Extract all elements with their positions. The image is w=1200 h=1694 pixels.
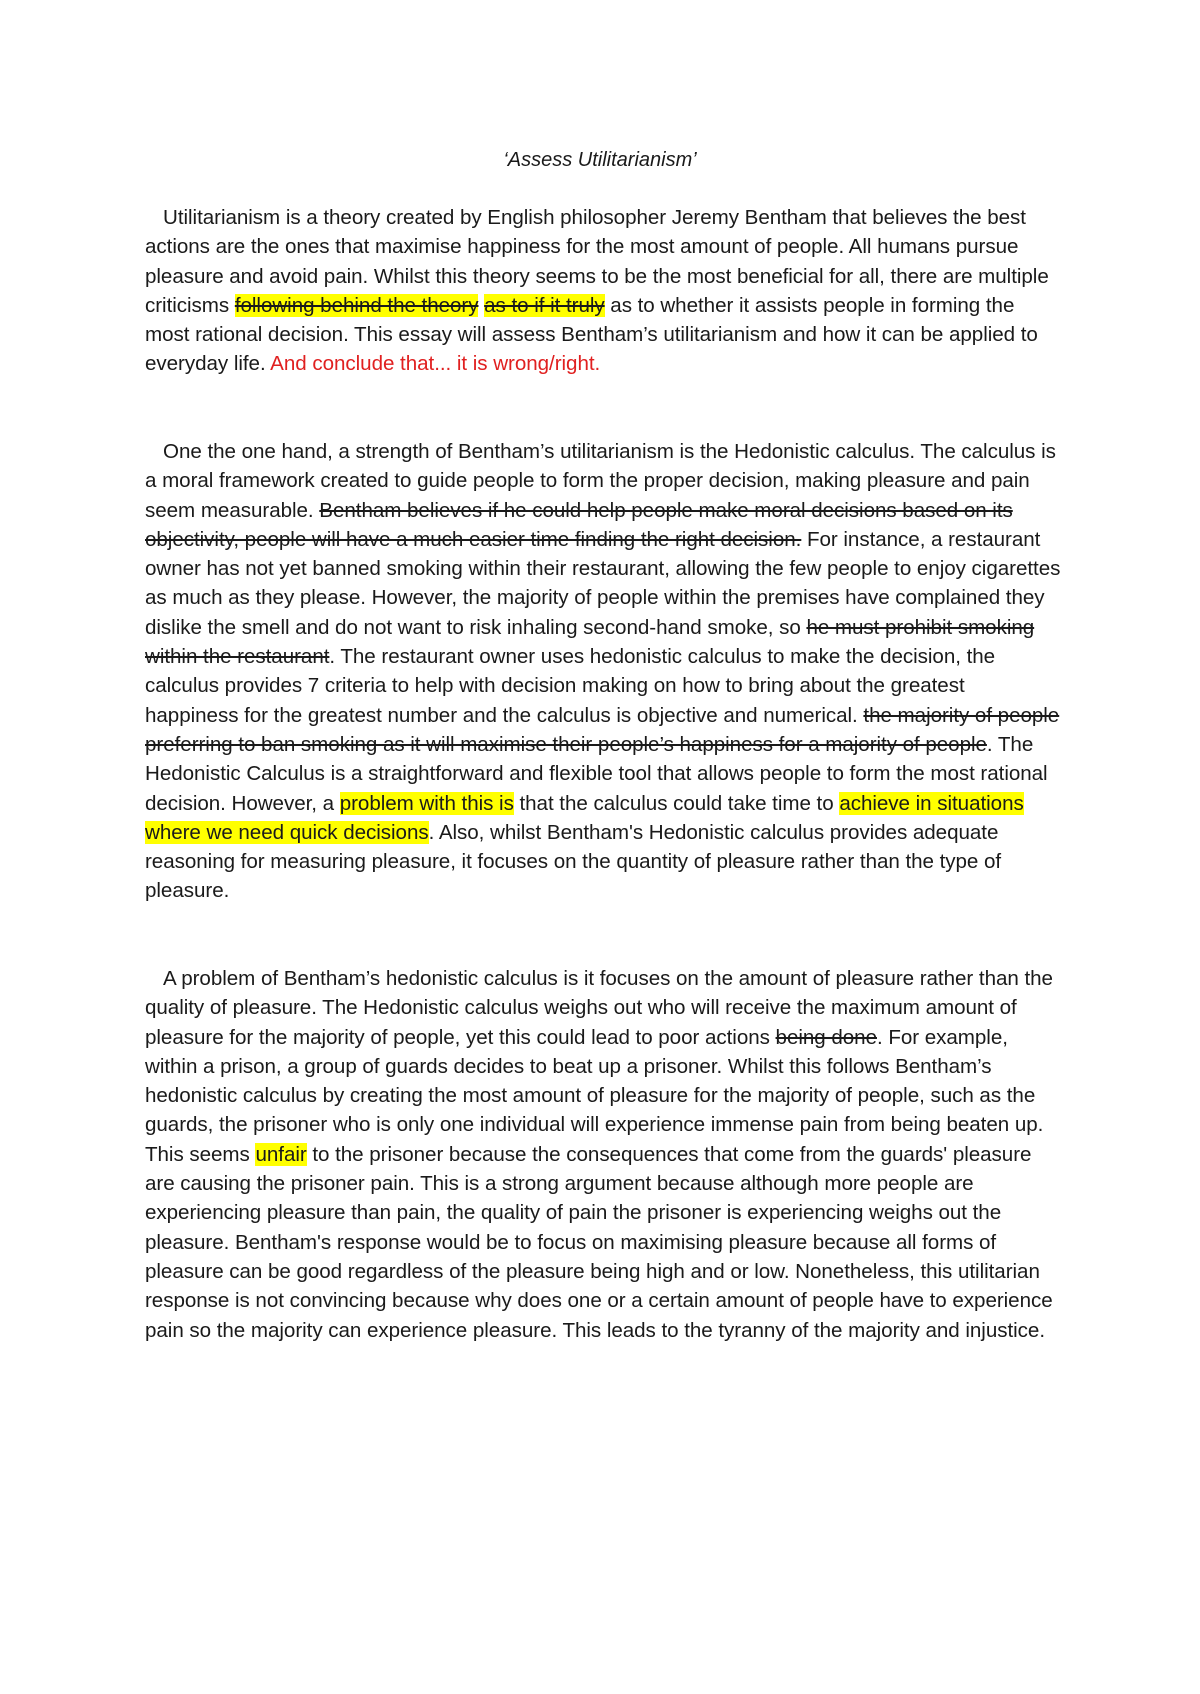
strikethrough-text: Bentham believes if he could help people make moral decisions based on its objectivity, people will have a much easier time finding the right decision.: [145, 498, 1013, 551]
text-run: . For example, within a prison, a group of guards decides to beat up a prisoner. Whilst this follows Bentham’s hedonistic calculus by creating the most amount of pleasure for the majority of people, such as the guards, the prisoner who is only one individual will experience immense pain from being beaten up. This seems: [145, 1025, 1044, 1166]
paragraph-strength: [145, 437, 1062, 906]
paragraph-introduction: [145, 203, 1062, 379]
text-run: . The restaurant owner uses hedonistic calculus to make the decision, the calculus provides 7 criteria to help with decision making on how to bring about the greatest happiness for the greatest number and the calculus is objective and numerical.: [145, 645, 996, 727]
text-run: For instance, a restaurant owner has not yet banned smoking within their restaurant, allowing the few people to enjoy cigarettes as much as they please. However, the majority of people within the premises have complained they dislike the smell and do not want to risk inhaling second-hand smoke, so: [145, 527, 1061, 639]
page-title: ‘Assess Utilitarianism’: [503, 149, 697, 171]
text-run: A problem of Bentham’s hedonistic calculus is it focuses on the amount of pleasure rather than the quality of pleasure. The Hedonistic calculus weighs out who will receive the maximum amount of pleasure for the majority of people, yet this could lead to poor actions: [145, 967, 1053, 1049]
text-run: as to whether it assists people in forming the most rational decision. This essay will assess Bentham’s utilitarianism and how it can be applied to everyday life.: [145, 293, 1038, 376]
text-run: Utilitarianism is a theory created by English philosopher Jeremy Bentham that believes the best actions are the ones that maximise happiness for the most amount of people. All humans pursue pleasure and avoid pain. Whilst this theory seems to be the most beneficial for all, there are multiple criticisms: [145, 206, 1049, 317]
paragraph-problem: [145, 964, 1062, 1345]
strikethrough-highlighted-text: following behind the theory: [234, 293, 479, 317]
highlighted-text: achieve in situations where we need quick decisions: [145, 791, 1024, 844]
highlighted-text: problem with this is: [339, 791, 514, 815]
text-run: . The Hedonistic Calculus is a straightforward and flexible tool that allows people to form the most rational decision. However, a: [145, 732, 1048, 815]
text-run: to the prisoner because the consequences that come from the guards' pleasure are causing the prisoner pain. This is a strong argument because although more people are experiencing pleasure than pain, the quality of pain the prisoner is experiencing weighs out the pleasure. Bentham's response would be to focus on maximising pleasure because all forms of pleasure can be good regardless of the pleasure being high and or low. Nonetheless, this utilitarian response is not convincing because why does one or a certain amount of people have to experience pain so the majority can experience pleasure. This leads to the tyranny of the majority and injustice.: [145, 1142, 1053, 1342]
text-run: that the calculus could take time to: [513, 791, 840, 815]
strikethrough-highlighted-text: as to if it truly: [484, 293, 605, 317]
text-run: One the one hand, a strength of Bentham’s utilitarianism is the Hedonistic calculus. The calculus is a moral framework created to guide people to form the proper decision, making pleasure and pain seem measurable.: [145, 440, 1056, 522]
text-run: . Also, whilst Bentham's Hedonistic calculus provides adequate reasoning for measuring pleasure, it focuses on the quantity of pleasure rather than the type of pleasure.: [145, 820, 1002, 903]
strikethrough-text: the majority of people preferring to ban smoking as it will maximise their people’s happiness for a majority of people: [145, 703, 1060, 756]
highlighted-text: unfair: [255, 1142, 307, 1166]
strikethrough-text: he must prohibit smoking within the restaurant: [145, 615, 1035, 669]
strikethrough-text: being done: [775, 1025, 877, 1049]
red-comment-text: And conclude that... it is wrong/right.: [270, 352, 601, 376]
